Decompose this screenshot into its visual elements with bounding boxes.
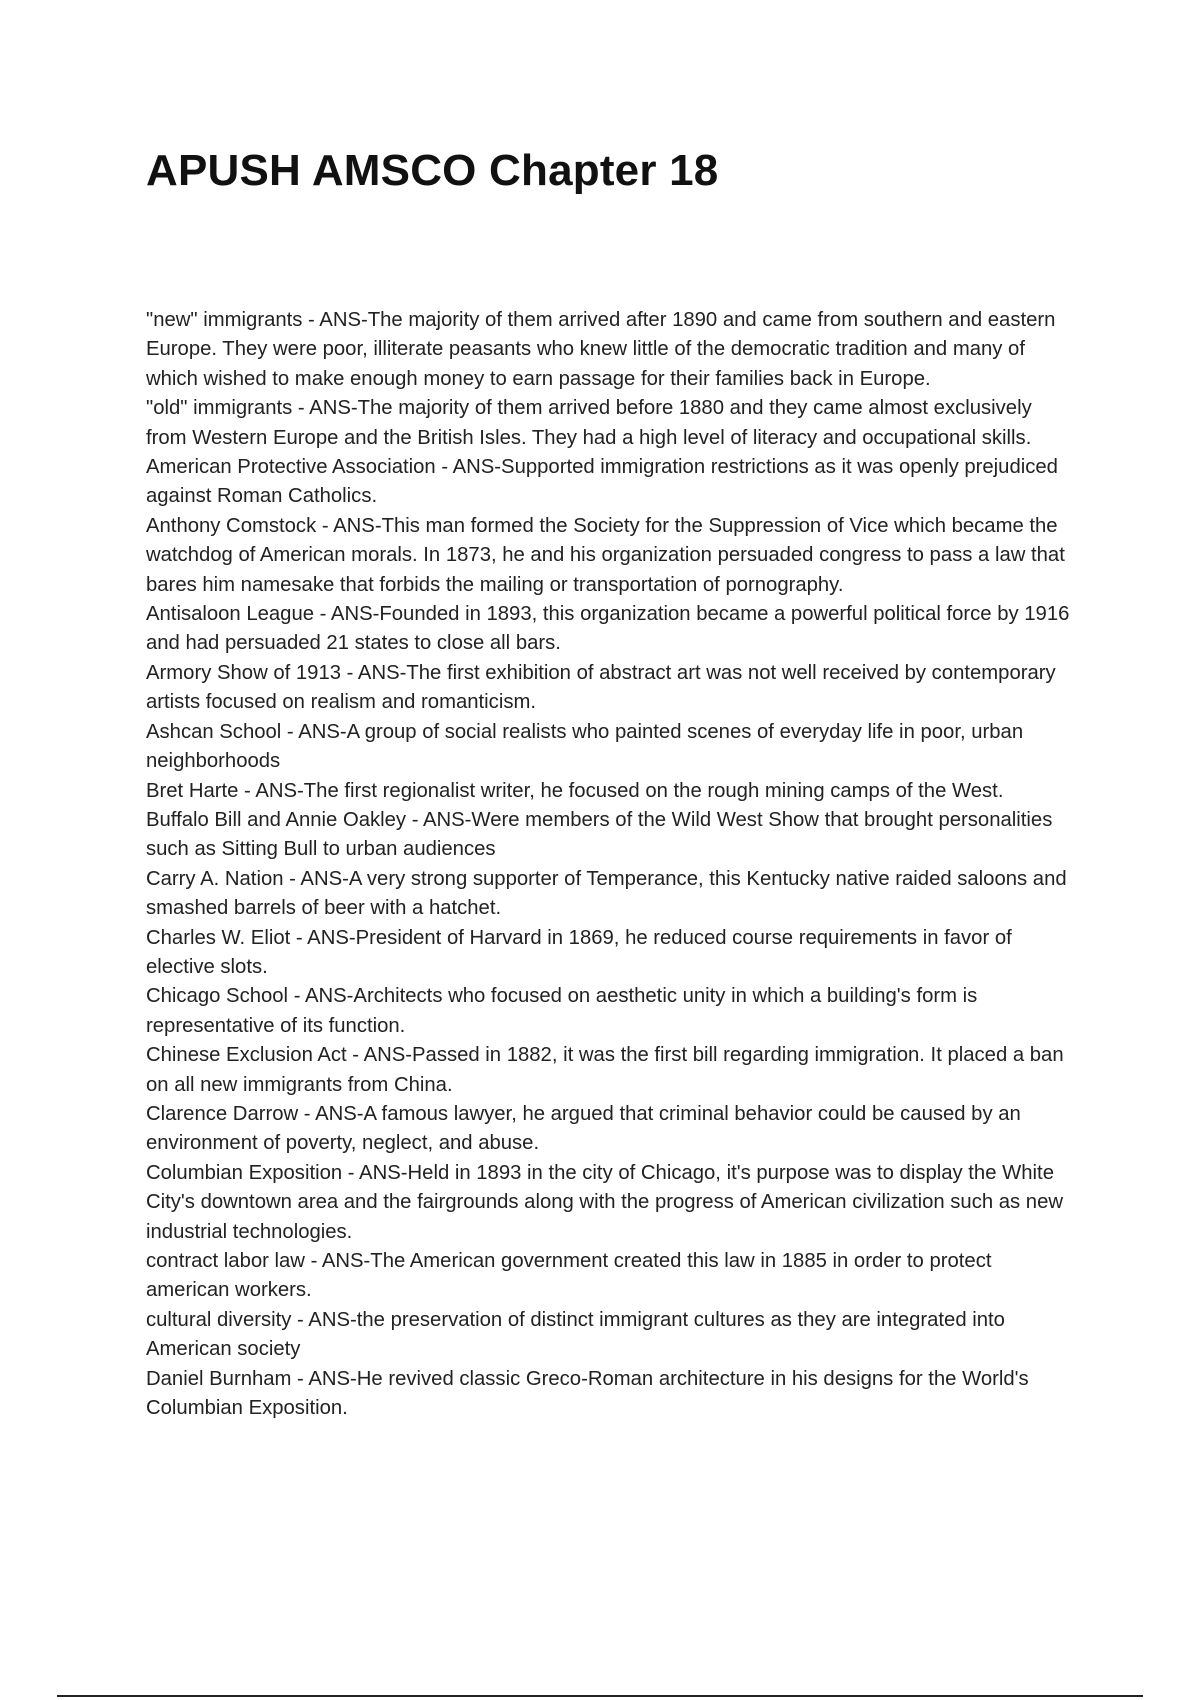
term-entry: Anthony Comstock - ANS-This man formed the Society for the Suppression of Vice which became the watchdog of American morals. In 1873, he and his organization persuaded congress to pass a law that bares him namesake that forbids the mailing or transportation of pornography. [146, 514, 1065, 596]
term-entry: Chicago School - ANS-Architects who focused on aesthetic unity in which a building's form is representative of its function. [146, 985, 978, 1037]
page-title: APUSH AMSCO Chapter 18 [146, 146, 719, 195]
term-entry: Clarence Darrow - ANS-A famous lawyer, he argued that criminal behavior could be caused by an environment of poverty, neglect, and abuse. [146, 1102, 1021, 1155]
term-entry: "old" immigrants - ANS-The majority of them arrived before 1880 and they came almost exclusively from Western Europe and the British Isles. They had a high level of literacy and occupational skills. [146, 397, 1032, 449]
term-entry: Columbian Exposition - ANS-Held in 1893 in the city of Chicago, it's purpose was to display the White City's downtown area and the fairgrounds along with the progress of American civilization such as new industrial technologies. [146, 1161, 1064, 1243]
term-entry: contract labor law - ANS-The American government created this law in 1885 in order to protect american workers. [146, 1250, 992, 1302]
term-entry: Charles W. Eliot - ANS-President of Harvard in 1869, he reduced course requirements in favor of elective slots. [146, 926, 1012, 978]
term-entry: Ashcan School - ANS-A group of social realists who painted scenes of everyday life in poor, urban neighborhoods [146, 720, 1024, 773]
term-entry: Antisaloon League - ANS-Founded in 1893, this organization became a powerful political force by 1916 and had persuaded 21 states to close all bars. [146, 603, 1070, 655]
term-entry: Daniel Burnham - ANS-He revived classic Greco-Roman architecture in his designs for the World's Columbian Exposition. [146, 1367, 1029, 1420]
term-entry: Buffalo Bill and Annie Oakley - ANS-Were members of the Wild West Show that brought personalities such as Sitting Bull to urban audiences [146, 808, 1053, 861]
term-entry: Armory Show of 1913 - ANS-The first exhibition of abstract art was not well received by contemporary artists focused on realism and romanticism. [146, 661, 1056, 714]
term-entry: "new" immigrants - ANS-The majority of them arrived after 1890 and came from southern and eastern Europe. They were poor, illiterate peasants who knew little of the democratic tradition and many of which wished to make enough money to earn passage for their families back in Europe. [146, 309, 1056, 390]
term-entry: Bret Harte - ANS-The first regionalist writer, he focused on the rough mining camps of the West. [146, 779, 1004, 802]
term-entry: cultural diversity - ANS-the preservation of distinct immigrant cultures as they are integrated into American society [146, 1308, 1005, 1361]
term-entry: American Protective Association - ANS-Supported immigration restrictions as it was openly prejudiced against Roman Catholics. [146, 456, 1058, 508]
term-entry: Chinese Exclusion Act - ANS-Passed in 1882, it was the first bill regarding immigration. It placed a ban on all new immigrants from China. [146, 1044, 1064, 1096]
footer-divider [57, 1695, 1143, 1697]
term-entry: Carry A. Nation - ANS-A very strong supporter of Temperance, this Kentucky native raided saloons and smashed barrels of beer with a hatchet. [146, 867, 1067, 920]
term-list [146, 306, 1076, 1423]
